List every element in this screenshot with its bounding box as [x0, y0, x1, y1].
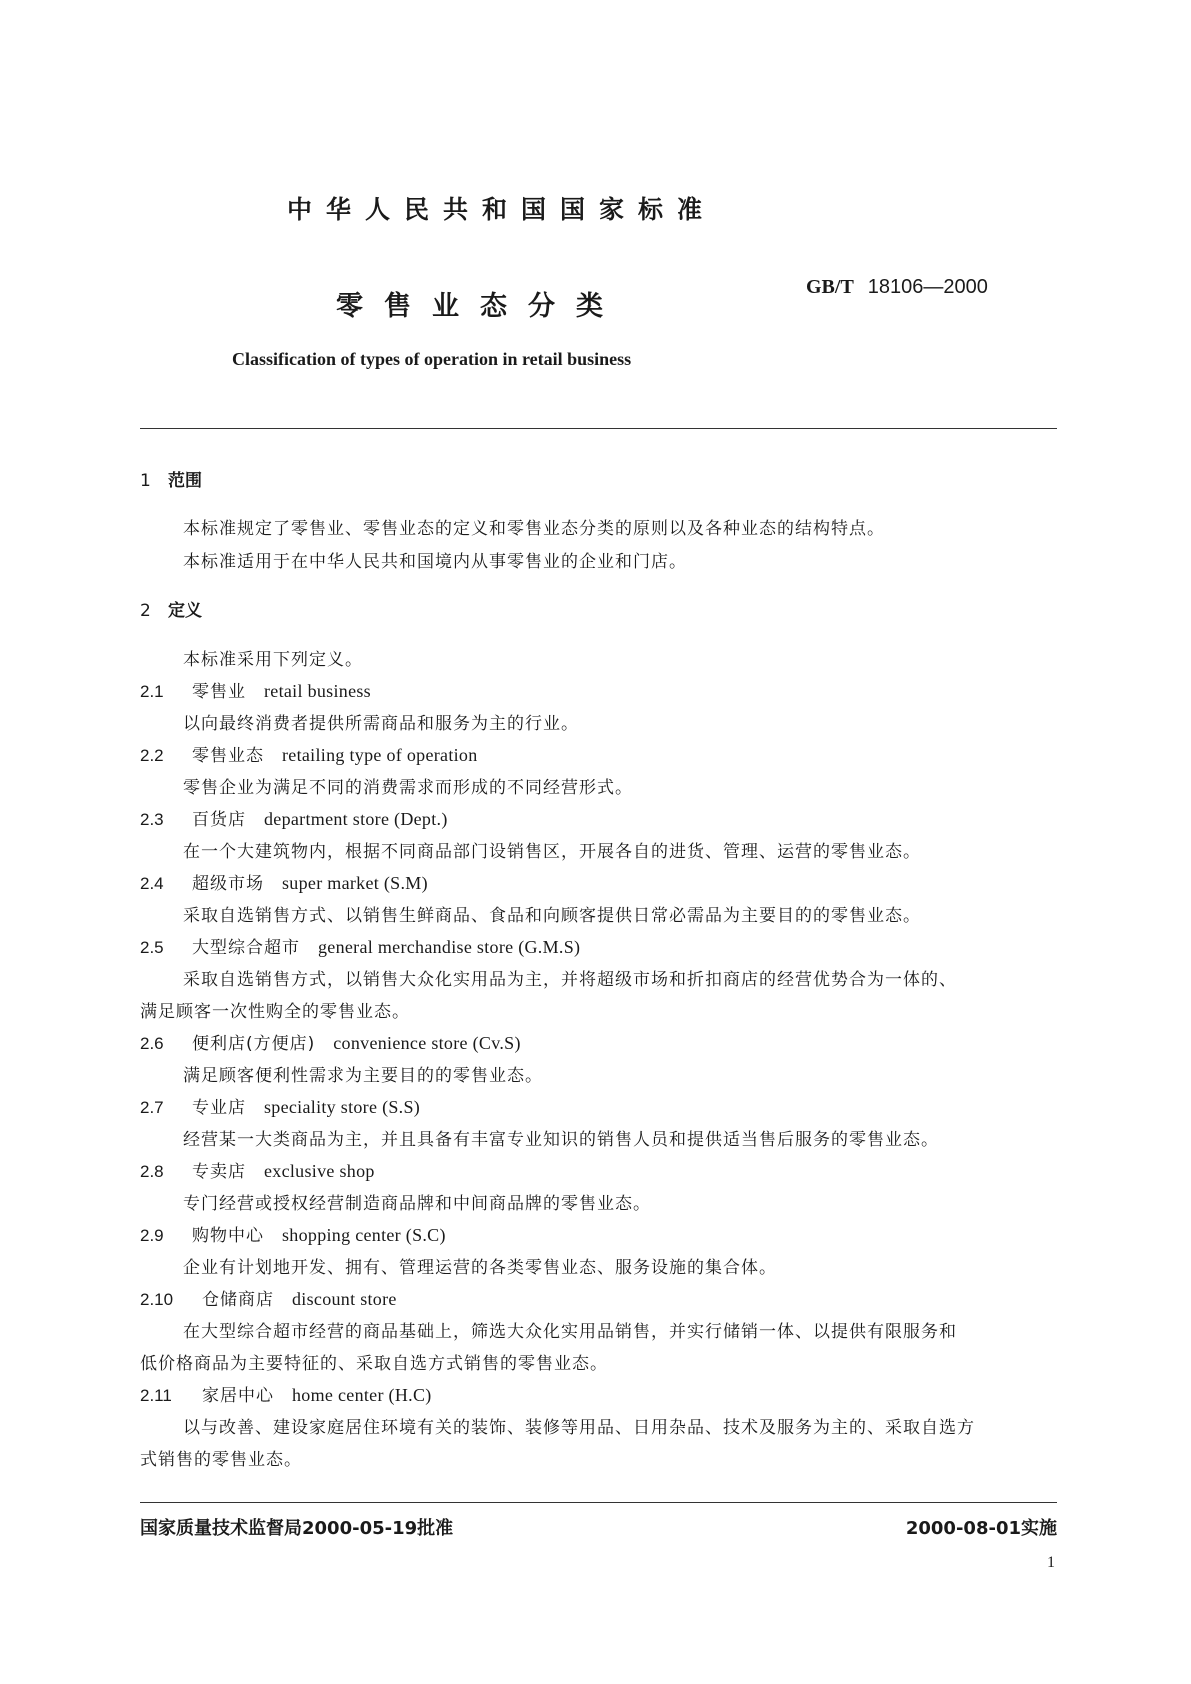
- header-divider: [140, 428, 1057, 429]
- term-number: 2.10: [140, 1290, 174, 1309]
- section-1-number: 1: [140, 471, 151, 491]
- term-definition: 采取自选销售方式，以销售大众化实用品为主，并将超级市场和折扣商店的经营优势合为一体的、: [183, 970, 957, 990]
- term-name-zh: 家居中心: [202, 1386, 274, 1406]
- section-2-intro: 本标准采用下列定义。: [183, 650, 363, 670]
- term-name-zh: 超级市场: [192, 874, 264, 894]
- footer-divider: [140, 1502, 1057, 1503]
- term-name-en: discount store: [292, 1289, 397, 1309]
- term-heading: [140, 1285, 397, 1310]
- term-number: 2.4: [140, 874, 164, 893]
- term-definition: 企业有计划地开发、拥有、管理运营的各类零售业态、服务设施的集合体。: [183, 1258, 777, 1278]
- term-number: 2.2: [140, 746, 164, 765]
- standard-code-number: 18106—2000: [867, 276, 988, 298]
- standard-code-prefix: GB/T: [806, 276, 854, 298]
- section-2-title: 定义: [168, 601, 202, 621]
- standard-title-en: Classification of types of operation in retail business: [232, 349, 632, 369]
- term-heading: [140, 1093, 420, 1118]
- term-name-zh: 大型综合超市: [192, 938, 300, 958]
- term-name-zh: 零售业: [192, 682, 246, 702]
- term-number: 2.11: [140, 1386, 172, 1405]
- term-name-en: department store (Dept.): [264, 809, 448, 829]
- term-heading: [140, 933, 580, 958]
- term-definition: 以向最终消费者提供所需商品和服务为主的行业。: [183, 714, 579, 734]
- term-name-zh: 专卖店: [192, 1162, 246, 1182]
- section-1-paragraph: 本标准适用于在中华人民共和国境内从事零售业的企业和门店。: [183, 552, 687, 572]
- term-definition: 零售企业为满足不同的消费需求而形成的不同经营形式。: [183, 778, 633, 798]
- term-name-zh: 便利店(方便店): [192, 1034, 316, 1054]
- term-name-en: convenience store (Cv.S): [333, 1033, 521, 1053]
- term-heading: [140, 741, 478, 766]
- term-number: 2.7: [140, 1098, 164, 1117]
- term-heading: [140, 1029, 521, 1054]
- page-number: 1: [1047, 1554, 1055, 1571]
- term-number: 2.9: [140, 1226, 164, 1245]
- section-1-paragraph: 本标准规定了零售业、零售业态的定义和零售业态分类的原则以及各种业态的结构特点。: [183, 519, 885, 539]
- term-definition: 在一个大建筑物内，根据不同商品部门设销售区，开展各自的进货、管理、运营的零售业态。: [183, 842, 921, 862]
- effective-date-line: 2000-08-01实施: [905, 1518, 1057, 1539]
- term-name-en: speciality store (S.S): [264, 1097, 421, 1117]
- term-name-en: retailing type of operation: [282, 745, 478, 765]
- term-heading: [140, 805, 448, 830]
- term-definition: 低价格商品为主要特征的、采取自选方式销售的零售业态。: [140, 1354, 608, 1374]
- country-standard-heading: 中华人民共和国国家标准: [287, 195, 717, 224]
- term-name-en: super market (S.M): [282, 873, 428, 893]
- term-definition: 式销售的零售业态。: [140, 1450, 302, 1470]
- term-name-zh: 购物中心: [192, 1226, 264, 1246]
- term-name-zh: 零售业态: [192, 746, 264, 766]
- term-definition: 在大型综合超市经营的商品基础上，筛选大众化实用品销售，并实行储销一体、以提供有限服务和: [183, 1322, 957, 1342]
- term-definition: 经营某一大类商品为主，并且具备有丰富专业知识的销售人员和提供适当售后服务的零售业态。: [183, 1130, 939, 1150]
- section-2-number: 2: [140, 601, 151, 621]
- term-definition: 满足顾客便利性需求为主要目的的零售业态。: [183, 1066, 543, 1086]
- term-name-en: shopping center (S.C): [282, 1225, 446, 1245]
- term-heading: [140, 1381, 432, 1406]
- standard-code: [806, 276, 988, 299]
- term-name-en: general merchandise store (G.M.S): [318, 937, 581, 957]
- term-definition: 以与改善、建设家庭居住环境有关的装饰、装修等用品、日用杂品、技术及服务为主的、采取自选方: [183, 1418, 975, 1438]
- term-heading: [140, 677, 371, 702]
- term-number: 2.3: [140, 810, 164, 829]
- term-definition: 专门经营或授权经营制造商品牌和中间商品牌的零售业态。: [183, 1194, 651, 1214]
- term-number: 2.5: [140, 938, 164, 957]
- term-definition: 满足顾客一次性购全的零售业态。: [140, 1002, 410, 1022]
- term-heading: [140, 1157, 375, 1182]
- term-name-zh: 百货店: [192, 810, 246, 830]
- section-1-heading: [140, 466, 202, 491]
- term-number: 2.1: [140, 682, 164, 701]
- section-1-title: 范围: [168, 471, 202, 491]
- term-name-en: home center (H.C): [292, 1385, 432, 1405]
- standard-title-zh: 零售业态分类: [336, 291, 624, 322]
- term-heading: [140, 1221, 446, 1246]
- term-name-zh: 专业店: [192, 1098, 246, 1118]
- term-name-zh: 仓储商店: [202, 1290, 274, 1310]
- section-2-heading: [140, 596, 202, 621]
- term-definition: 采取自选销售方式、以销售生鲜商品、食品和向顾客提供日常必需品为主要目的的零售业态。: [183, 906, 921, 926]
- term-name-en: retail business: [264, 681, 371, 701]
- approval-line: 国家质量技术监督局2000-05-19批准: [140, 1518, 454, 1539]
- term-name-en: exclusive shop: [264, 1161, 375, 1181]
- term-heading: [140, 869, 428, 894]
- term-number: 2.6: [140, 1034, 164, 1053]
- term-number: 2.8: [140, 1162, 164, 1181]
